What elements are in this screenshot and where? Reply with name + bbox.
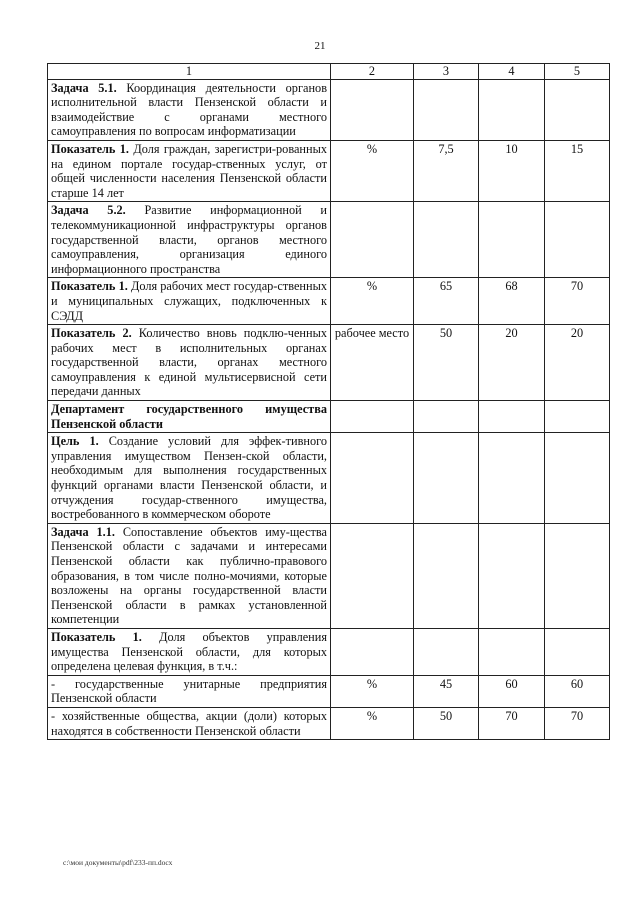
row-description <box>48 79 331 140</box>
row-value-v4 <box>479 628 545 675</box>
table-row <box>48 523 610 628</box>
row-text: Доля рабочих мест государ-ственных и муниципальных служащих, подключенных к СЭДД <box>51 279 327 323</box>
row-lead-label: Цель 1. <box>51 434 99 449</box>
table-row <box>48 401 610 433</box>
row-text: Координация деятельности органов исполнительной власти Пензенской области и взаимодействие с органами местного самоуправления по вопросам информатизации <box>51 80 327 139</box>
row-value-v5: 70 <box>545 278 610 325</box>
row-text: - хозяйственные общества, акции (доли) которых находятся в собственности Пензенской области <box>51 708 327 738</box>
row-lead-label: Показатель 2. <box>51 326 132 341</box>
row-description <box>48 628 331 675</box>
row-text: - государственные унитарные предприятия Пензенской области <box>51 676 327 706</box>
row-unit <box>331 628 414 675</box>
row-unit <box>331 79 414 140</box>
header-col-3: 3 <box>414 64 479 80</box>
row-text: Создание условий для эффек-тивного управления имуществом Пензен-ской области, необходимым для выполнения государственных функций органами власти Пензенской области, и отчуждения государ-ственного имущества, востребованного в коммерческом обороте <box>51 434 327 522</box>
page-number: 21 <box>314 40 326 52</box>
table-row <box>48 278 610 325</box>
row-value-v3: 65 <box>414 278 479 325</box>
table-row <box>48 433 610 524</box>
row-value-v4 <box>479 79 545 140</box>
table-row <box>48 140 610 201</box>
table-row <box>48 707 610 739</box>
row-value-v3: 50 <box>414 707 479 739</box>
row-description <box>48 202 331 278</box>
row-unit <box>331 401 414 433</box>
row-value-v5 <box>545 79 610 140</box>
row-value-v4: 70 <box>479 707 545 739</box>
row-description <box>48 675 331 707</box>
row-value-v5 <box>545 523 610 628</box>
row-lead-label: Показатель 1. <box>51 141 129 156</box>
row-value-v4: 60 <box>479 675 545 707</box>
row-description <box>48 433 331 524</box>
row-value-v5: 70 <box>545 707 610 739</box>
table-row <box>48 325 610 401</box>
table-row <box>48 628 610 675</box>
row-description <box>48 278 331 325</box>
row-value-v3 <box>414 202 479 278</box>
row-text: Сопоставление объектов иму-щества Пензенской области с задачами и интересами Пензенской области как публично-правового образования, в том числе полно-мочиями, которые возложены на органы государственной власти Пензенской области в рамках установленной компетенции <box>51 524 327 627</box>
row-value-v5 <box>545 628 610 675</box>
row-value-v3 <box>414 523 479 628</box>
row-value-v5: 60 <box>545 675 610 707</box>
row-value-v4 <box>479 202 545 278</box>
row-text: Развитие информационной и телекоммуникационной инфраструктуры органов государственной власти, органов местного самоуправления, организация единого информационного пространства <box>51 203 327 276</box>
row-value-v5 <box>545 433 610 524</box>
row-unit <box>331 523 414 628</box>
row-lead-label: Задача 5.1. <box>51 80 117 95</box>
row-description <box>48 401 331 433</box>
row-description <box>48 325 331 401</box>
row-description <box>48 140 331 201</box>
row-value-v4: 20 <box>479 325 545 401</box>
row-value-v3 <box>414 79 479 140</box>
row-text: Доля объектов управления имущества Пензенской области, для которых определена целевая функция, в т.ч.: <box>51 629 327 674</box>
row-value-v3: 50 <box>414 325 479 401</box>
row-unit: рабочее место <box>331 325 414 401</box>
row-description <box>48 707 331 739</box>
row-value-v4: 10 <box>479 140 545 201</box>
row-description <box>48 523 331 628</box>
row-unit <box>331 202 414 278</box>
row-lead-label: Показатель 1. <box>51 279 128 294</box>
row-unit <box>331 433 414 524</box>
table-row <box>48 202 610 278</box>
row-value-v4 <box>479 523 545 628</box>
row-lead-label: Задача 5.2. <box>51 203 126 218</box>
header-col-1: 1 <box>48 64 331 80</box>
row-value-v3 <box>414 401 479 433</box>
file-path-footer: c:\мои документы\pdf\233-пп.docx <box>63 858 173 867</box>
row-value-v3: 7,5 <box>414 140 479 201</box>
indicators-table <box>47 63 610 740</box>
row-unit: % <box>331 707 414 739</box>
row-value-v5 <box>545 401 610 433</box>
row-value-v3: 45 <box>414 675 479 707</box>
row-value-v4 <box>479 433 545 524</box>
header-col-5: 5 <box>545 64 610 80</box>
row-text: Количество вновь подклю-ченных рабочих мест в исполнительных органах государственной власти, органах местного самоуправления к единой мультисервисной сети передачи данных <box>51 326 328 399</box>
row-unit: % <box>331 278 414 325</box>
row-lead-label: Показатель 1. <box>51 629 142 644</box>
row-unit: % <box>331 675 414 707</box>
row-text: Доля граждан, зарегистри-рованных на едином портале государ-ственных услуг, от общей численности населения Пензенской области старше 14 лет <box>51 141 328 200</box>
row-text: Департамент государственного имущества Пензенской области <box>51 402 327 431</box>
table-row <box>48 675 610 707</box>
row-value-v4: 68 <box>479 278 545 325</box>
row-value-v5 <box>545 202 610 278</box>
row-unit: % <box>331 140 414 201</box>
row-value-v5: 15 <box>545 140 610 201</box>
row-value-v5: 20 <box>545 325 610 401</box>
row-lead-label: Задача 1.1. <box>51 524 115 539</box>
table-row <box>48 79 610 140</box>
row-value-v3 <box>414 628 479 675</box>
header-col-4: 4 <box>479 64 545 80</box>
row-value-v4 <box>479 401 545 433</box>
header-col-2: 2 <box>331 64 414 80</box>
row-value-v3 <box>414 433 479 524</box>
table-header-row <box>48 64 610 80</box>
